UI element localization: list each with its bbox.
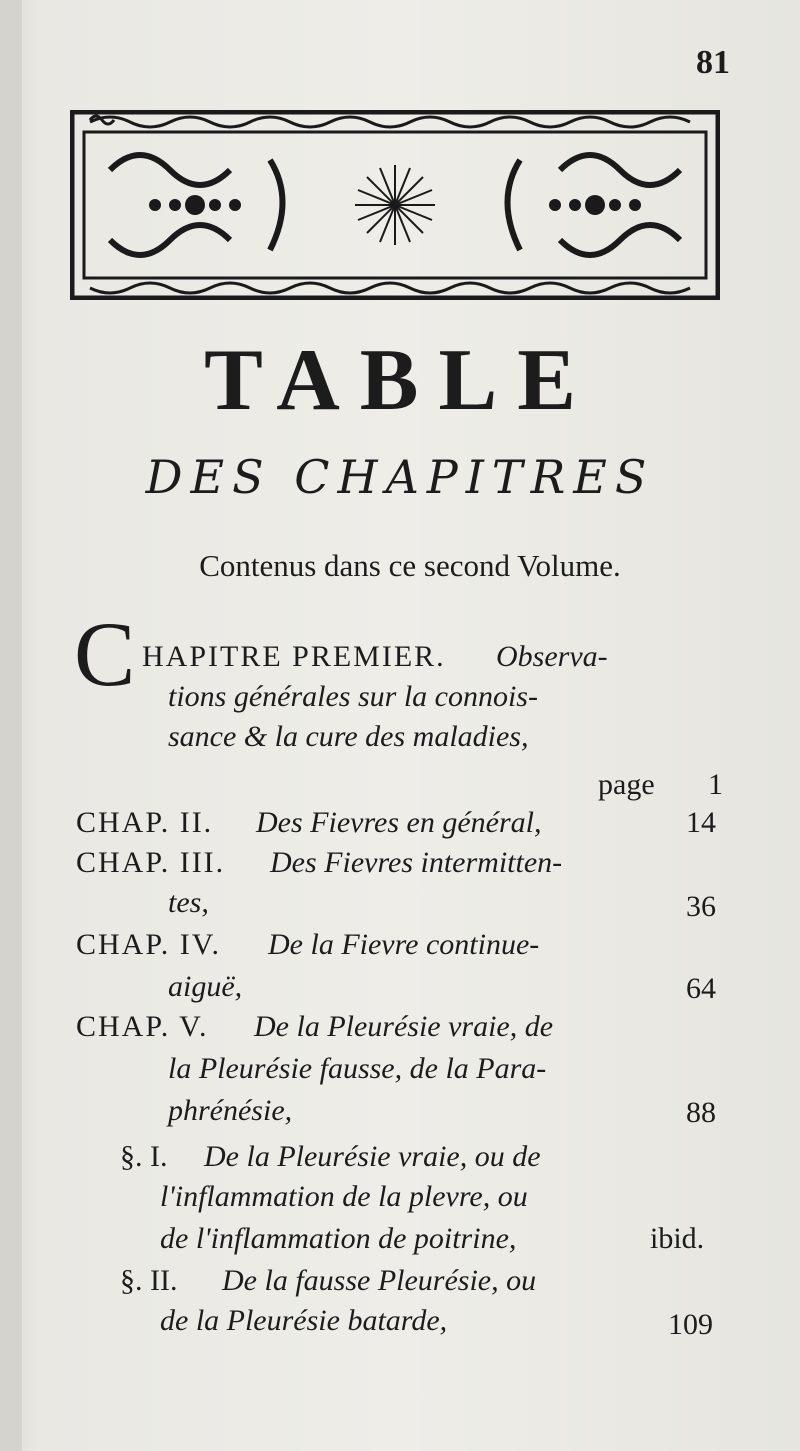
entry-title-line: tions générales sur la connois- xyxy=(168,680,538,713)
entry-title-line: phrénésie, xyxy=(168,1094,293,1127)
page-title: TABLE xyxy=(204,332,596,429)
page-ref: 64 xyxy=(686,972,716,1005)
entry-label: §. I. xyxy=(120,1140,168,1173)
entry-label: CHAP. II. xyxy=(76,806,214,839)
entry-label: §. II. xyxy=(120,1264,178,1297)
page-ref: ibid. xyxy=(650,1222,705,1255)
page-ref: 14 xyxy=(686,806,716,839)
entry-title-line: sance & la cure des maladies, xyxy=(168,720,529,753)
entry-title-line: Des Fievres intermitten- xyxy=(270,846,563,879)
entry-title-line: De la Pleurésie vraie, ou de xyxy=(204,1140,541,1173)
entry-title-line: Observa- xyxy=(496,640,608,673)
entry-title-line: Des Fievres en général, xyxy=(256,806,542,839)
page-ref: 88 xyxy=(686,1096,716,1129)
entry-label: CHAP. III. xyxy=(76,846,226,879)
entry-title-line: de l'inflammation de poitrine, xyxy=(160,1222,517,1255)
entry-title-line: De la Pleurésie vraie, de xyxy=(254,1010,554,1043)
page-subtitle: DES CHAPITRES xyxy=(145,450,655,504)
page-ref: 109 xyxy=(668,1308,713,1341)
entry-title-line: tes, xyxy=(168,886,209,919)
page-ref: 36 xyxy=(686,890,716,923)
entry-label: CHAP. IV. xyxy=(76,928,221,961)
drop-cap: C xyxy=(74,603,136,705)
contents-caption: Contenus dans ce second Volume. xyxy=(199,548,621,583)
page-prefix: page xyxy=(598,768,655,801)
entry-label: CHAP. V. xyxy=(76,1010,209,1043)
entry-title-line: De la Fievre continue- xyxy=(268,928,540,961)
entry-label: HAPITRE PREMIER. xyxy=(142,640,446,673)
entry-title-line: De la fausse Pleurésie, ou xyxy=(222,1264,537,1297)
page-number: 81 xyxy=(696,44,730,81)
page-ref: 1 xyxy=(708,768,723,801)
entry-title-line: aiguë, xyxy=(168,970,243,1003)
entry-title-line: la Pleurésie fausse, de la Para- xyxy=(168,1052,547,1085)
entry-title-line: de la Pleurésie batarde, xyxy=(160,1304,448,1337)
entry-title-line: l'inflammation de la plevre, ou xyxy=(160,1180,528,1213)
